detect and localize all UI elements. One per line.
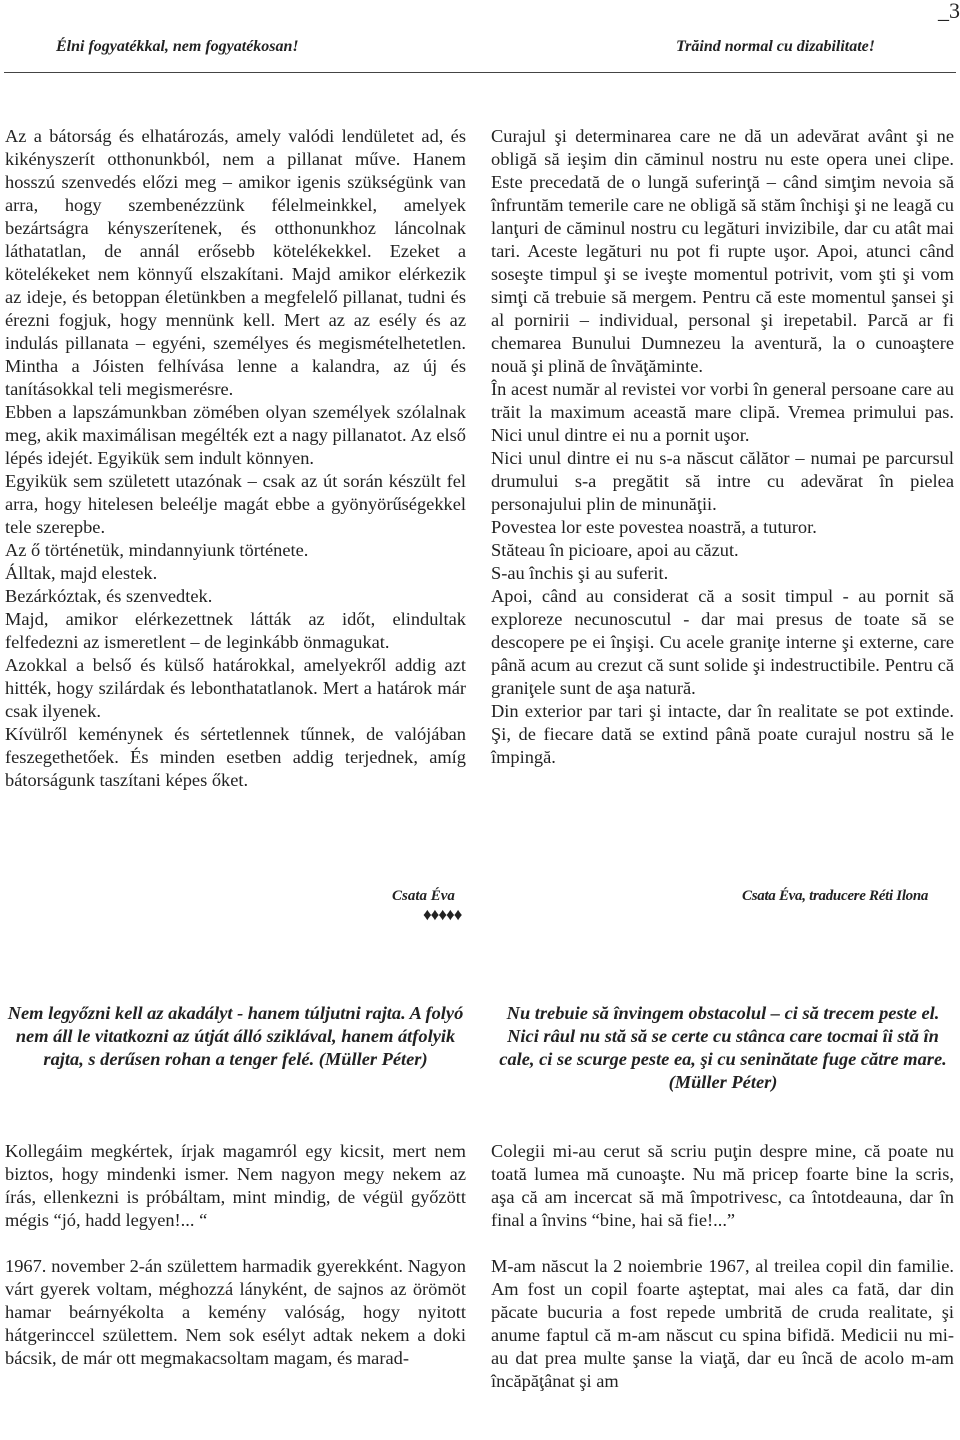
diamond-separator-icon: ♦♦♦♦♦	[423, 905, 462, 924]
paragraph: M-am născut la 2 noiembrie 1967, al treilea copil din familie. Am fost un copil foarte aşteptat, mai ales ca fată, dar din păcate bucuria a fost repede umbrită de cruda realitate, şi anume faptul că m-am născut cu spina bifidă. Medicii nu mi-au dat prea multe şanse la viaţă, dar eu încă de acolo m-am încăpăţânat şi am	[491, 1256, 954, 1391]
author-signature-hungarian: Csata Éva	[392, 888, 455, 904]
header-title-romanian: Trăind normal cu dizabilitate!	[676, 38, 875, 55]
profile-hungarian-column	[5, 1140, 466, 1370]
paragraph: Apoi, când au considerat că a sosit timpul - au pornit să exploreze necunoscutul - dar mai presus de toate să se descopere pe ei înşişi. Cu acele graniţe interne şi externe, care până acum au crezut că sunt solide şi indestructibile. Pentru că graniţele sunt de aşa natură.	[491, 586, 954, 698]
paragraph: Stăteau în picioare, apoi au căzut.	[491, 540, 739, 560]
article-hungarian-column	[5, 125, 466, 792]
paragraph: S-au închis şi au suferit.	[491, 563, 669, 583]
paragraph: Majd, amikor elérkezettnek látták az időt, elindultak felfedezni az ismeretlent – de leginkább önmagukat.	[5, 609, 466, 652]
paragraph: Azokkal a belső és külső határokkal, amelyekről addig azt hitték, hogy szilárdak és lebonthatatlanok. Mert a határok már csak ilyenek.	[5, 655, 466, 721]
paragraph: Curajul şi determinarea care ne dă un adevărat avânt şi ne obligă să ieşim din căminul nostru nu este opera unei clipe. Este precedată de o lungă suferinţă – când simţim nevoia să înfruntăm temerile care ne obligă să stăm închişi şi ne leagă cu lanţuri de căminul nostru cu legături invizibile, dar cu atât mai tari. Aceste legături nu pot fi rupte uşor. Apoi, atunci când soseşte timpul şi se iveşte momentul potrivit, vom şti şi vom simţi că trebuie să mergem. Pentru că este momentul şansei şi al pornirii – individual, personal şi irepetabil. Parcă ar fi chemarea Bunului Dumnezeu la aventură, la o cunoaştere nouă şi plină de învăţăminte.	[491, 126, 954, 376]
profile-romanian-column	[491, 1140, 954, 1393]
paragraph: Álltak, majd elestek.	[5, 563, 158, 583]
author-signature-romanian: Csata Éva, traducere Réti Ilona	[742, 888, 929, 904]
page-number: _ 3	[938, 0, 960, 24]
paragraph: Din exterior par tari şi intacte, dar în realitate se pot extinde. Şi, de fiecare dată se extind până poate curajul nostru să le împingă.	[491, 701, 954, 767]
paragraph: Ebben a lapszámunkban zömében olyan személyek szólalnak meg, akik maximálisan megélték ezt a nagy pillanatot. Az első lépés idejét. Egyikük sem indult könnyen.	[5, 402, 466, 468]
paragraph: Nici unul dintre ei nu s-a născut călător – numai pe parcursul drumului s-a pregătit să intre cu adevărat în pielea personajului plin de minunăţii.	[491, 448, 954, 514]
paragraph: Colegii mi-au cerut să scriu puţin despre mine, că poate nu toată lumea mă cunoaşte. Nu mă pricep foarte bine la scris, aşa că am incercat să mă împotrivesc, ca întotdeauna, dar în final a învins “bine, hai să fie!...”	[491, 1141, 954, 1230]
paragraph: Az a bátorság és elhatározás, amely valódi lendületet ad, és kikényszerít otthonunkból, nem a pillanat műve. Hanem hosszú szenvedés előzi meg – amikor igenis szükségünk van arra, hogy szembenézzünk félelmeinkkel, amelyek bezártságra kényszerítenek, és otthonunkhoz láncolnak láthatatlan, de annál erősebb kötelékekkel. Ezeket a kötelékeket nem könnyű elszakítani. Majd amikor elérkezik az ideje, és betoppan életünkben a megfelelő pillanat, tudni és érezni fogjuk, hogy mennünk kell. Mert az az esély és az indulás pillanata – egyéni, személyes és megismételhetetlen. Mintha a Jóisten felhívása lenne a kalandra, az új és tanításokkal teli megismerésre.	[5, 126, 466, 399]
paragraph: Az ő történetük, mindannyiunk története.	[5, 540, 309, 560]
paragraph: 1967. november 2-án születtem harmadik gyerekként. Nagyon várt gyerek voltam, méghozzá lányként, de sajnos az örömöt hamar beárnyékolta a kemény valóság, hogy nyitott hátgerinccel születtem. Nem sok esélyt adtak nekem a doki bácsik, de már ott megmakacsoltam magam, és marad-	[5, 1256, 466, 1368]
article-romanian-column	[491, 125, 954, 769]
paragraph: Povestea lor este povestea noastră, a tuturor.	[491, 517, 817, 537]
paragraph: Kívülről keménynek és sértetlennek tűnnek, de valójában feszegethetőek. És minden esetben addig terjednek, amíg bátorságunk taszítani képes őket.	[5, 724, 466, 790]
quote-romanian: Nu trebuie să învingem obstacolul – ci să trecem peste el. Nici râul nu stă să se certe cu stânca care tocmai îi stă în cale, ci se scurge peste ea, şi cu seninătate fuge către mare. (Müller Péter)	[499, 1003, 947, 1092]
paragraph: Kollegáim megkértek, írjak magamról egy kicsit, mert nem biztos, hogy mindenki ismer. Nem nagyon megy nekem az írás, ellenkezni is próbáltam, mint mindig, de végül győzött mégis “jó, hadd legyen!... “	[5, 1141, 466, 1230]
paragraph: În acest număr al revistei vor vorbi în general persoane care au trăit la maximum această mare clipă. Vremea primului pas. Nici unul dintre ei nu a pornit uşor.	[491, 379, 954, 445]
paragraph: Egyikük sem született utazónak – csak az út során készült fel arra, hogy hitelesen beleélje magát ebbe a gyönyörűségekkel tele szerepbe.	[5, 471, 466, 537]
quote-hungarian: Nem legyőzni kell az akadályt - hanem túljutni rajta. A folyó nem áll le vitatkozni az útját álló sziklával, hanem átfolyik rajta, s derűsen rohan a tenger felé. (Müller Péter)	[7, 1003, 464, 1069]
header-title-hungarian: Élni fogyatékkal, nem fogyatékosan!	[56, 38, 299, 55]
paragraph: Bezárkóztak, és szenvedtek.	[5, 586, 213, 606]
header-divider	[4, 72, 956, 73]
